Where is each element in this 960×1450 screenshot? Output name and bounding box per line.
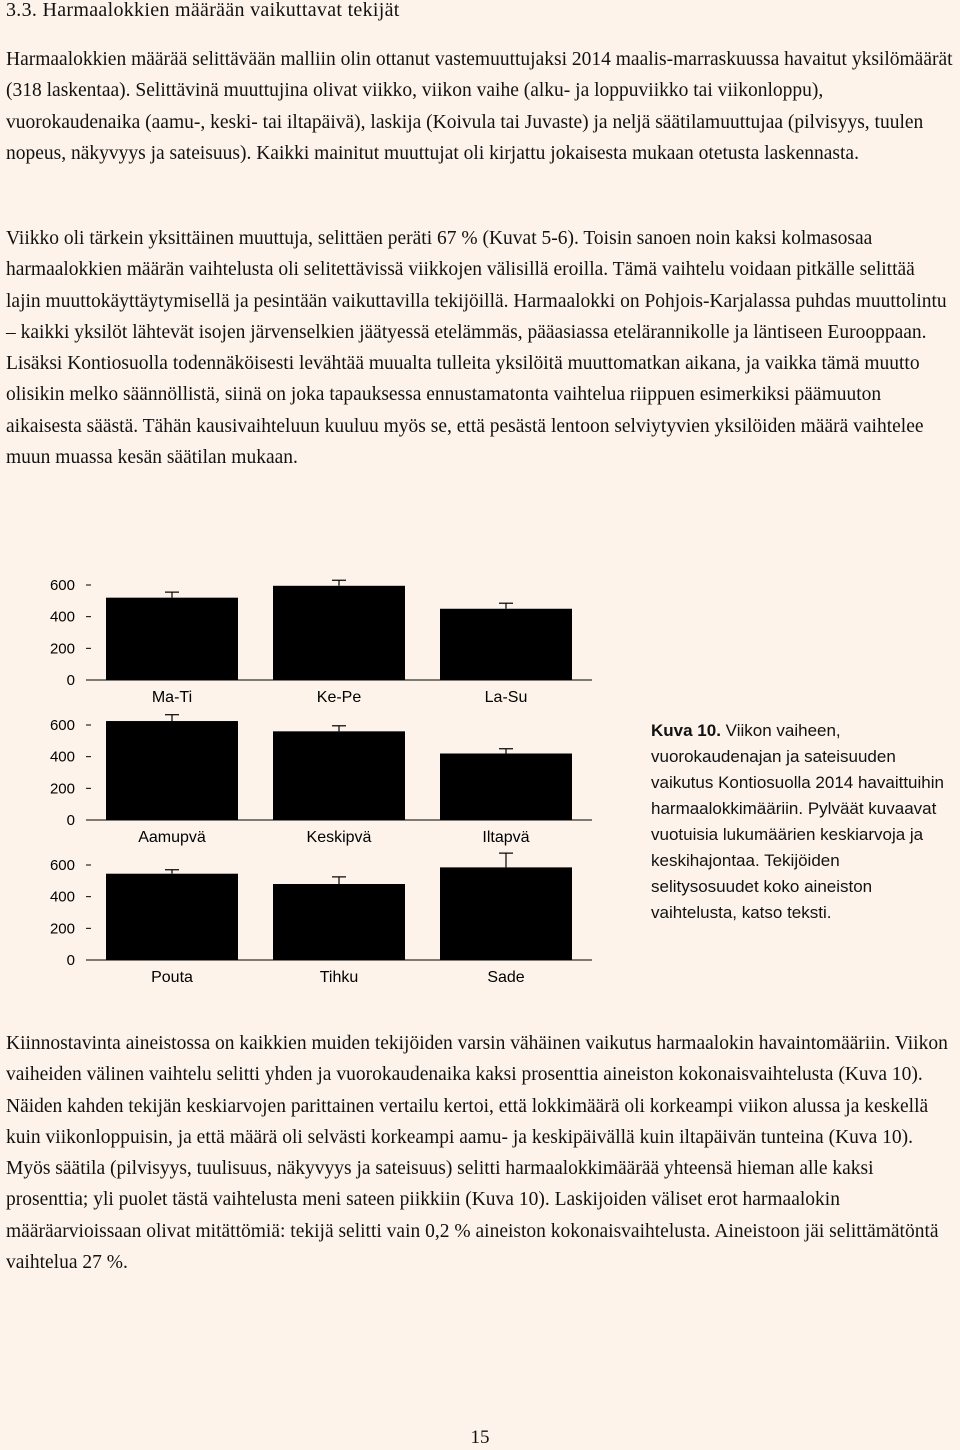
bar xyxy=(106,598,238,680)
category-label: Aamupvä xyxy=(138,829,206,846)
bar xyxy=(273,731,405,820)
bar xyxy=(273,884,405,960)
bar xyxy=(440,754,572,821)
category-label: Keskipvä xyxy=(306,829,372,846)
y-tick-label: 200 xyxy=(49,780,75,798)
category-label: Iltapvä xyxy=(482,829,530,846)
section-heading: 3.3. Harmaalokkien määrään vaikuttavat tekijät xyxy=(6,0,400,21)
bar xyxy=(106,721,238,820)
paragraph-other-factors: Kiinnostavinta aineistossa on kaikkien muiden tekijöiden varsin vähäinen vaikutus harmaalokin havaintomääriin. Viikon vaiheiden välinen vaihtelu selitti yhden ja vuorokaudenaika kaksi prosenttia aineiston kokonaisvaihtelusta (Kuva 10). Näiden kahden tekijän keskiarvojen parittainen vertailu kertoi, että lokkimäärä oli korkeampi viikon alussa ja keskellä kuin viikonloppuisin, ja että määrä oli selvästi korkeampi aamu- ja keskipäivällä kuin iltapäivän tunteina (Kuva 10). Myös säätila (pilvisyys, tuulisuus, näkyvyys ja sateisuus) selitti harmaalokkimäärää yhteensä hieman alle kaksi prosenttia; yli puolet tästä vaihtelusta meni sateen piikkiin (Kuva 10). Laskijoiden väliset erot harmaalokin määräarvioissaan olivat mitättömiä: tekijä selitti vain 0,2 % aineiston kokonaisvaihtelusta. Aineistoon jäi selittämätöntä vaihtelua 27 %. xyxy=(6,1033,948,1274)
figure-bar-charts xyxy=(40,572,610,992)
y-tick-label: 600 xyxy=(49,857,75,874)
category-label: Pouta xyxy=(151,969,193,986)
caption-label: Kuva 10. xyxy=(651,721,721,740)
category-label: Ke-Pe xyxy=(316,689,362,706)
figure-caption xyxy=(651,718,951,926)
y-tick-label: 400 xyxy=(49,888,75,906)
bar xyxy=(440,609,572,680)
y-tick-label: 200 xyxy=(49,640,75,658)
category-label: La-Su xyxy=(484,689,528,706)
paragraph-model-description: Harmaalokkien määrää selittävään malliin olin ottanut vastemuuttujaksi 2014 maalis-marraskuussa havaitut yksilömäärät (318 laskentaa). Selittävinä muuttujina olivat viikko, viikon vaihe (alku- ja loppuviikko tai viikonloppu), vuorokaudenaika (aamu-, keski- tai iltapäivä), laskija (Koivula tai Juvaste) ja neljä säätilamuuttujaa (pilvisyys, tuulen nopeus, näkyvyys ja sateisuus). Kaikki mainitut muuttujat oli kirjattu jokaisesta mukaan otetusta laskennasta. xyxy=(6,49,953,164)
y-tick-label: 0 xyxy=(66,952,75,969)
y-tick-label: 400 xyxy=(49,608,75,626)
caption-text: Viikon vaiheen, vuorokaudenajan ja sateisuuden vaikutus Kontiosuolla 2014 havaittuihin harmaalokkimääriin. Pylväät kuvaavat vuotuisia lukumäärien keskiarvoja ja keskihajontaa. Tekijöiden selitysosuudet koko aineiston vaihtelusta, katso teksti. xyxy=(651,721,944,922)
y-tick-label: 200 xyxy=(49,920,75,938)
y-tick-label: 0 xyxy=(66,672,75,689)
bar xyxy=(106,874,238,960)
bar xyxy=(273,586,405,680)
y-tick-label: 600 xyxy=(49,577,75,594)
page-number: 15 xyxy=(470,1427,490,1448)
category-label: Tihku xyxy=(319,969,359,986)
y-tick-label: 400 xyxy=(49,748,75,766)
bar xyxy=(440,867,572,960)
category-label: Sade xyxy=(487,969,525,986)
category-label: Ma-Ti xyxy=(151,689,193,706)
paragraph-week-effect: Viikko oli tärkein yksittäinen muuttuja, selittäen peräti 67 % (Kuvat 5-6). Toisin sanoen noin kaksi kolmasosaa harmaalokkien määrän vaihtelusta oli selitettävissä viikkojen välisillä eroilla. Tämä vaihtelu voidaan pitkälle selittää lajin muuttokäyttäytymisellä ja pesintään vaikuttavilla tekijöillä. Harmaalokki on Pohjois-Karjalassa puhdas muuttolintu – kaikki yksilöt lähtevät isojen järvenselkien jäätyessä etelämmäs, pääasiassa etelärannikolle ja läntiseen Eurooppaan. Lisäksi Kontiosuolla todennäköisesti levähtää muualta tulleita yksilöitä muuttomatkan aikana, ja vaikka tämä muutto olisikin melko säännöllistä, siinä on joka tapauksessa ennustamatonta vaihtelua riippuen esimerkiksi päämuuton aikaisesta säästä. Tähän kausivaihteluun kuuluu myös se, että pesästä lentoon selviytyvien yksilöiden määrä vaihtelee muun muassa kesän säätilan mukaan. xyxy=(6,228,947,469)
bar-chart-panels xyxy=(40,572,610,992)
y-tick-label: 600 xyxy=(49,717,75,734)
y-tick-label: 0 xyxy=(66,812,75,829)
